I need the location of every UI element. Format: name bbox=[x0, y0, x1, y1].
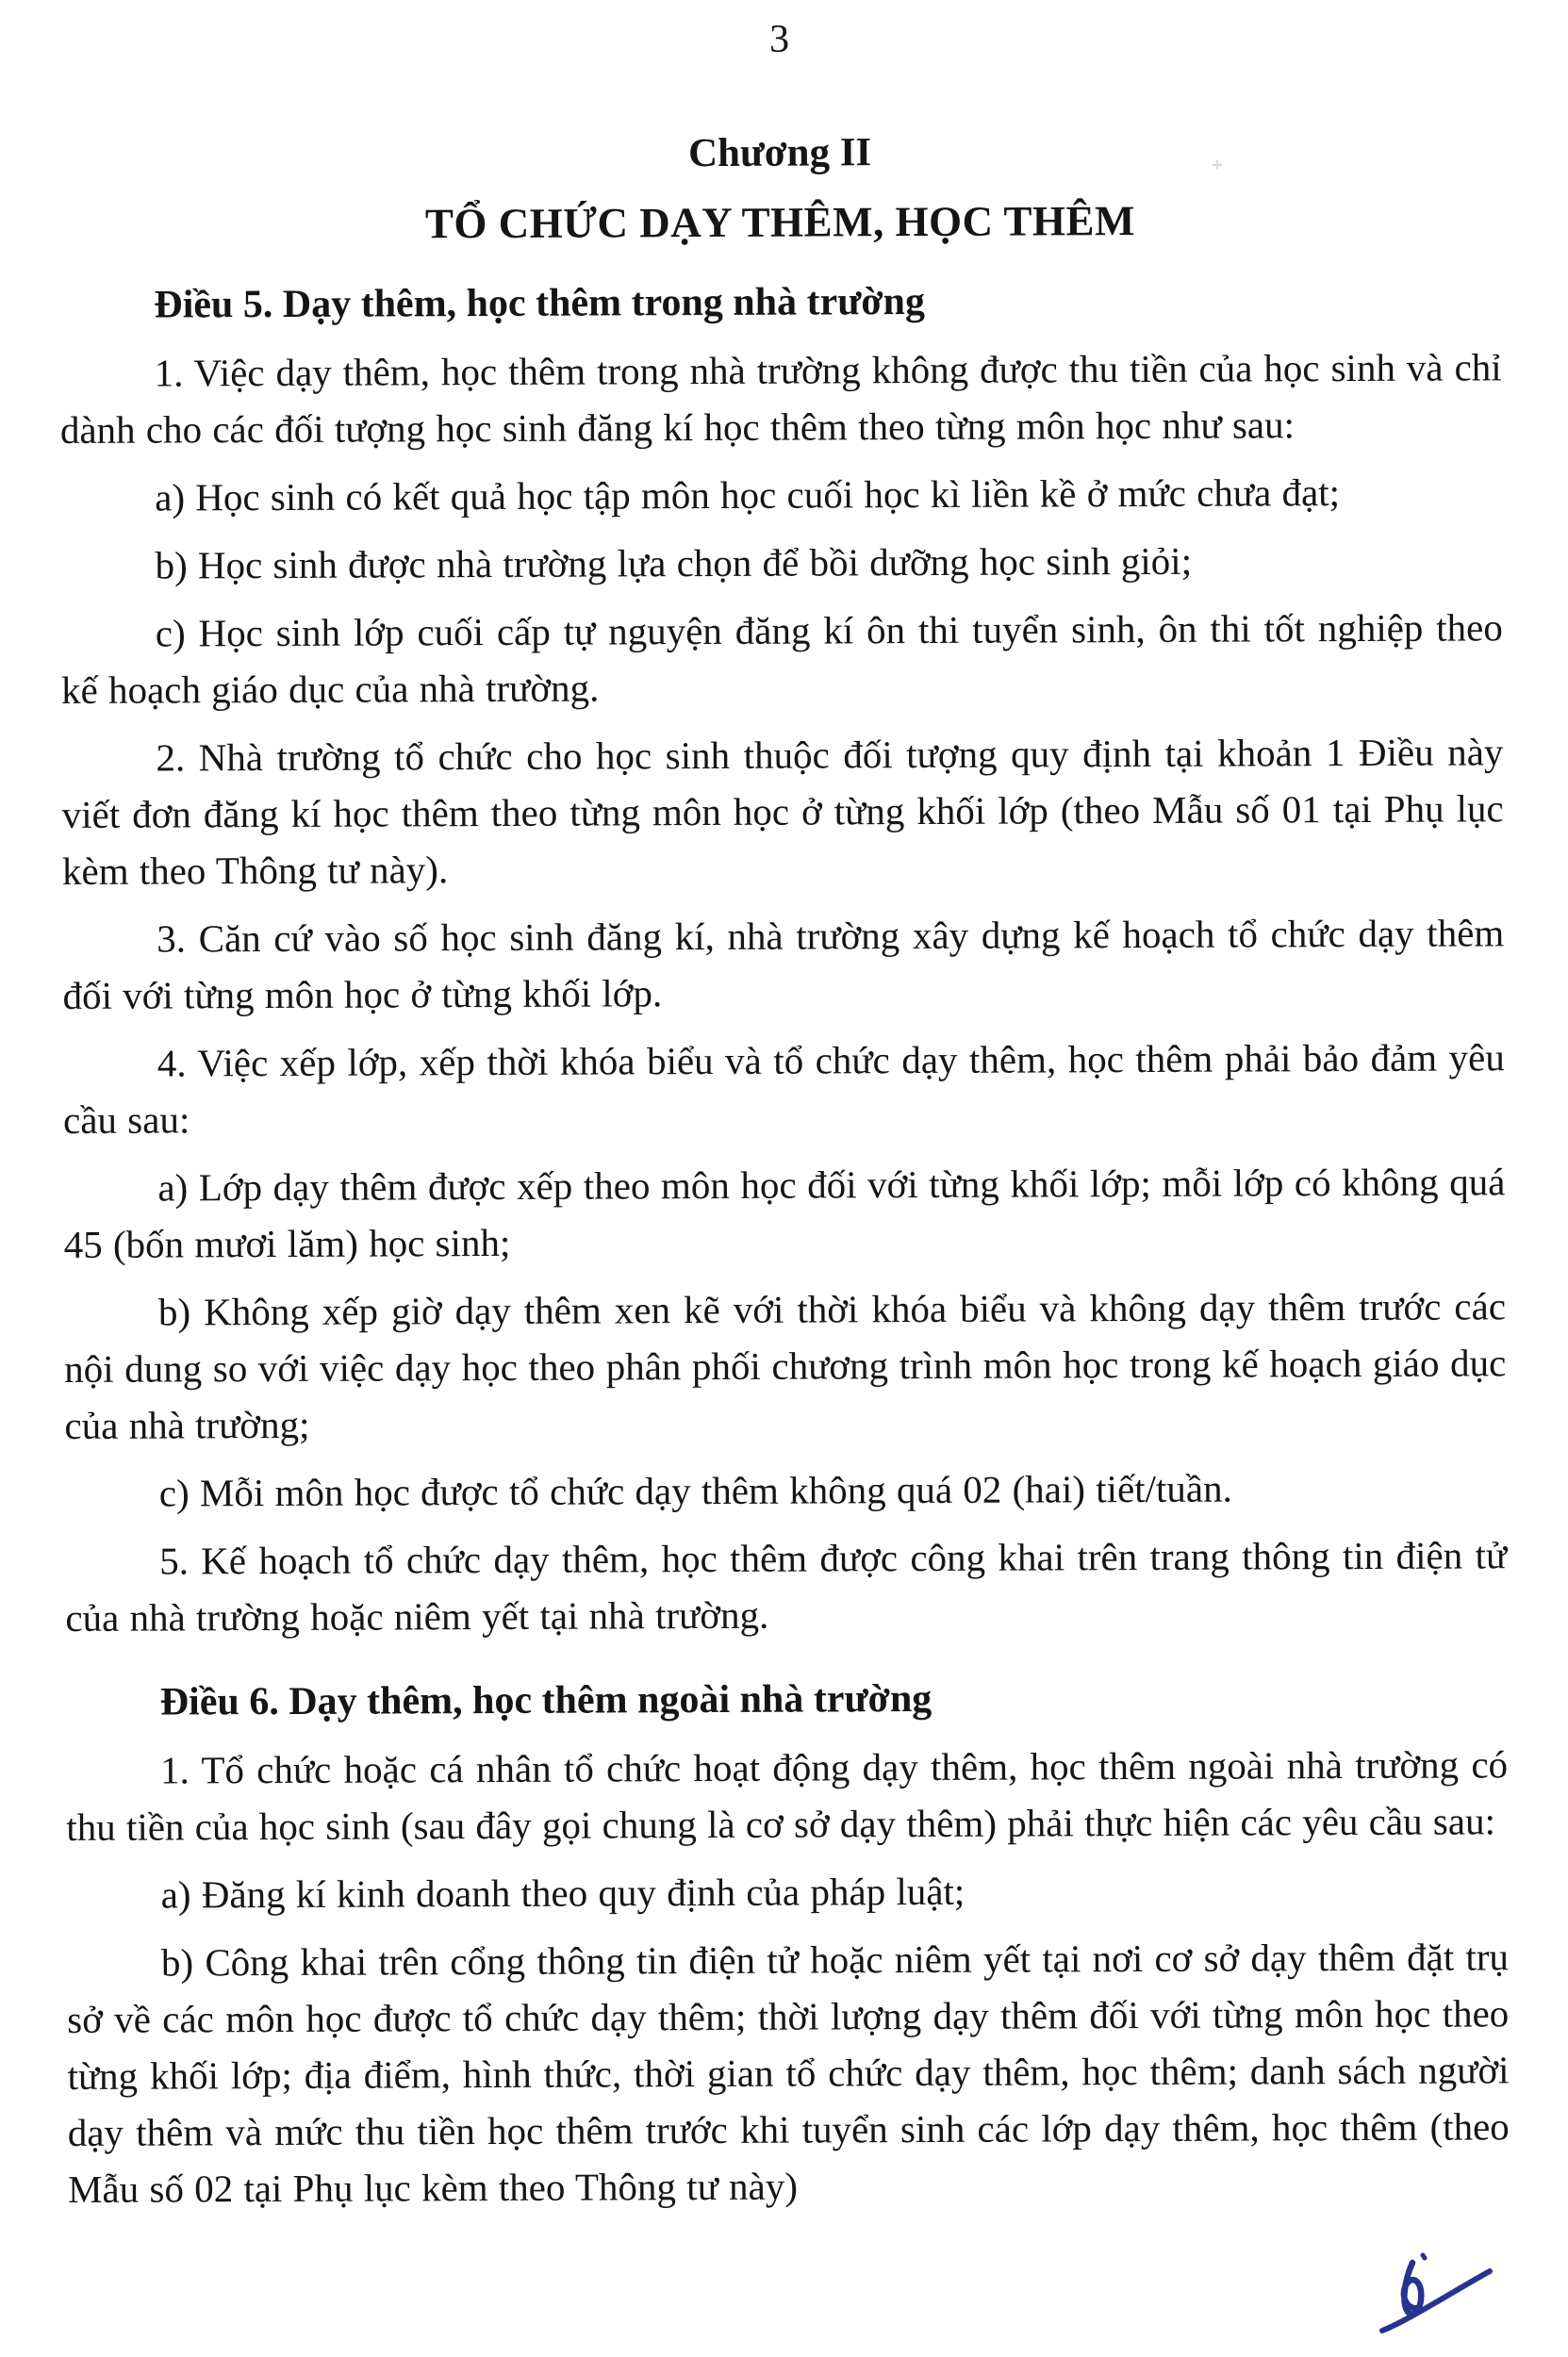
article5-clause2: 2. Nhà trường tổ chức cho học sinh thuộc đối tượng quy định tại khoản 1 Điều này viết đơn đăng kí học thêm theo từng môn học ở từng khối lớp (theo Mẫu số 01 tại Phụ lục kèm theo Thông tư này). bbox=[61, 730, 1504, 893]
article5-clause1-point-a: a) Học sinh có kết quả học tập môn học cuối học kì liền kề ở mức chưa đạt; bbox=[155, 470, 1341, 519]
chapter-label: Chương II bbox=[687, 130, 872, 176]
article5-clause1: 1. Việc dạy thêm, học thêm trong nhà trường không được thu tiền của học sinh và chỉ dành cho các đối tượng học sinh đăng kí học thêm theo từng môn học như sau: bbox=[59, 345, 1502, 452]
article6-clause1: 1. Tổ chức hoặc cá nhân tổ chức hoạt động dạy thêm, học thêm ngoài nhà trường có thu tiền của học sinh (sau đây gọi chung là cơ sở dạy thêm) phải thực hiện các yêu cầu sau: bbox=[66, 1742, 1509, 1849]
page-content bbox=[58, 14, 1510, 2217]
handwritten-ink-mark bbox=[1378, 2248, 1496, 2347]
page-number: 3 bbox=[768, 17, 790, 61]
article6-heading: Điều 6. Dạy thêm, học thêm ngoài nhà trường bbox=[159, 1676, 933, 1724]
article5-clause1-point-b: b) Học sinh được nhà trường lựa chọn để bồi dưỡng học sinh giỏi; bbox=[155, 538, 1193, 587]
article5-clause4: 4. Việc xếp lớp, xếp thời khóa biểu và tổ chức dạy thêm, học thêm phải bảo đảm yêu cầu sau: bbox=[62, 1035, 1505, 1142]
article5-clause4-point-c: c) Mỗi môn học được tổ chức dạy thêm không quá 02 (hai) tiết/tuần. bbox=[158, 1466, 1232, 1515]
ink-dot bbox=[1423, 2255, 1425, 2258]
ink-loop bbox=[1404, 2263, 1421, 2314]
article6-clause1-point-b: b) Công khai trên cổng thông tin điện tử hoặc niêm yết tại nơi cơ sở dạy thêm đặt trụ sở về các môn học được tổ chức dạy thêm; thời lượng dạy thêm đối với từng môn học theo từng khối lớp; địa điểm, hình thức, thời gian tổ chức dạy thêm, học thêm; danh sách người dạy thêm và mức thu tiền học thêm trước khi tuyển sinh các lớp dạy thêm, học thêm (theo Mẫu số 02 tại Phụ lục kèm theo Thông tư này) bbox=[67, 1935, 1510, 2211]
scan-artifact bbox=[1213, 160, 1222, 170]
article5-clause4-point-a: a) Lớp dạy thêm được xếp theo môn học đối với từng khối lớp; mỗi lớp có không quá 45 (bốn mươi lăm) học sinh; bbox=[63, 1160, 1506, 1266]
article5-clause3: 3. Căn cứ vào số học sinh đăng kí, nhà trường xây dựng kế hoạch tổ chức dạy thêm đối với từng môn học ở từng khối lớp. bbox=[62, 911, 1505, 1017]
chapter-title: TỔ CHỨC DẠY THÊM, HỌC THÊM bbox=[424, 197, 1136, 248]
article5-heading: Điều 5. Dạy thêm, học thêm trong nhà trường bbox=[154, 279, 926, 327]
article5-clause5: 5. Kế hoạch tổ chức dạy thêm, học thêm được công khai trên trang thông tin điện tử của nhà trường hoặc niêm yết tại nhà trường. bbox=[65, 1533, 1508, 1640]
ink-swoosh bbox=[1382, 2271, 1490, 2331]
article5-clause1-point-c: c) Học sinh lớp cuối cấp tự nguyện đăng kí ôn thi tuyển sinh, ôn thi tốt nghiệp theo kế hoạch giáo dục của nhà trường. bbox=[60, 605, 1503, 712]
article5-clause4-point-b: b) Không xếp giờ dạy thêm xen kẽ với thời khóa biểu và không dạy thêm trước các nội dung so với việc dạy học theo phân phối chương trình môn học trong kế hoạch giáo dục của nhà trường; bbox=[64, 1284, 1507, 1447]
article6-clause1-point-a: a) Đăng kí kinh doanh theo quy định của pháp luật; bbox=[160, 1869, 966, 1917]
